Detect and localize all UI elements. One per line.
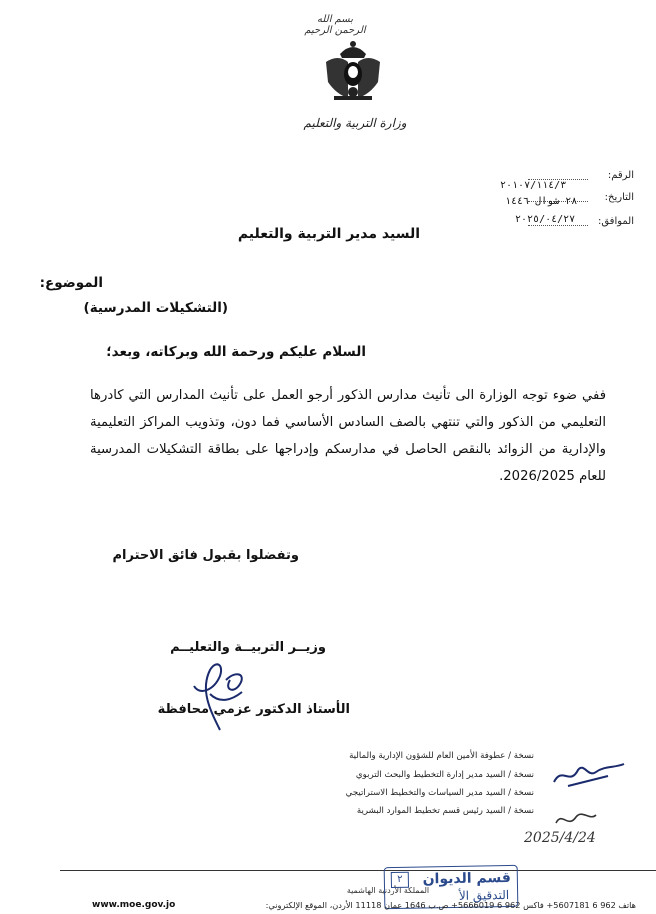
stamp-department: قسم الديوان: [422, 869, 511, 888]
hijri-date-value: ٢٨ شوال ١٤٤٦: [505, 196, 578, 207]
signer-name: الأستاذ الدكتور عزمي محافظة: [157, 702, 350, 717]
copy-line: نسخة / عطوفة الأمين العام للشؤون الإدارية والمالية: [349, 751, 534, 761]
date-label: التاريخ:: [604, 192, 634, 203]
copy-line: نسخة / السيد مدير السياسات والتخطيط الاستراتيجي: [345, 788, 534, 798]
handwritten-date: 2025/4/24: [524, 830, 596, 846]
ministry-header-text: وزارة التربية والتعليم: [303, 116, 407, 130]
reference-number-value: ٢٠١٠٧/١١٤/٣: [500, 180, 567, 191]
reference-number-label: الرقم:: [607, 170, 634, 181]
greeting-line: السلام عليكم ورحمة الله وبركاته، وبعد؛: [106, 344, 366, 360]
approved-date-label: الموافق:: [597, 216, 634, 227]
handwritten-initials-icon: [548, 756, 628, 796]
subject-text: (التشكيلات المدرسية): [83, 300, 228, 316]
footer-kingdom-text: المملكة الأردنية الهاشمية: [346, 886, 430, 895]
signer-title: وزيــر التربيــة والتعليــم: [170, 640, 326, 655]
letter-body: ففي ضوء توجه الوزارة الى تأنيث مدارس الذكور أرجو العمل على تأنيث المدارس التي كادرها التعليمي من الذكور والتي تنتهي بالصف السادس الأساسي فما دون، وتذويب المراكز التعليمية والإدارية من الزوائد بالنقص الحاصل في مدارسكم وإدراجها على بطاقة التشكيلات المدرسية للعام 2026/2025.: [90, 388, 606, 484]
recipient-line: السيد مدير التربية والتعليم: [237, 226, 420, 242]
copy-line: نسخة / السيد مدير إدارة التخطيط والبحث التربوي: [355, 770, 534, 780]
subject-label: الموضوع:: [39, 275, 103, 291]
footer-divider: [60, 870, 656, 871]
closing-line: وتفضلوا بقبول فائق الاحترام: [112, 548, 299, 563]
signature-icon: [180, 650, 260, 740]
copy-line: نسخة / السيد رئيس قسم تخطيط الموارد البشرية: [356, 806, 534, 816]
footer-website-link[interactable]: www.moe.gov.jo: [92, 900, 176, 910]
dotted-line: [528, 171, 588, 180]
stamp-number: ٢: [391, 872, 409, 888]
gregorian-date-value: ٢٠٢٥/٠٤/٢٧: [515, 214, 576, 225]
stamp-verify-text: التدقيق الأ: [458, 887, 510, 903]
footer-contact-info: هاتف 962 6 5607181+ فاكس 962 6 5666019+ ص.ب 1646 عمان 11118 الأردن، الموقع الإلكتروني:: [265, 900, 636, 910]
royal-emblem-icon: [318, 36, 388, 106]
basmala-text: بسم الله الرحمن الرحيم: [304, 14, 366, 36]
